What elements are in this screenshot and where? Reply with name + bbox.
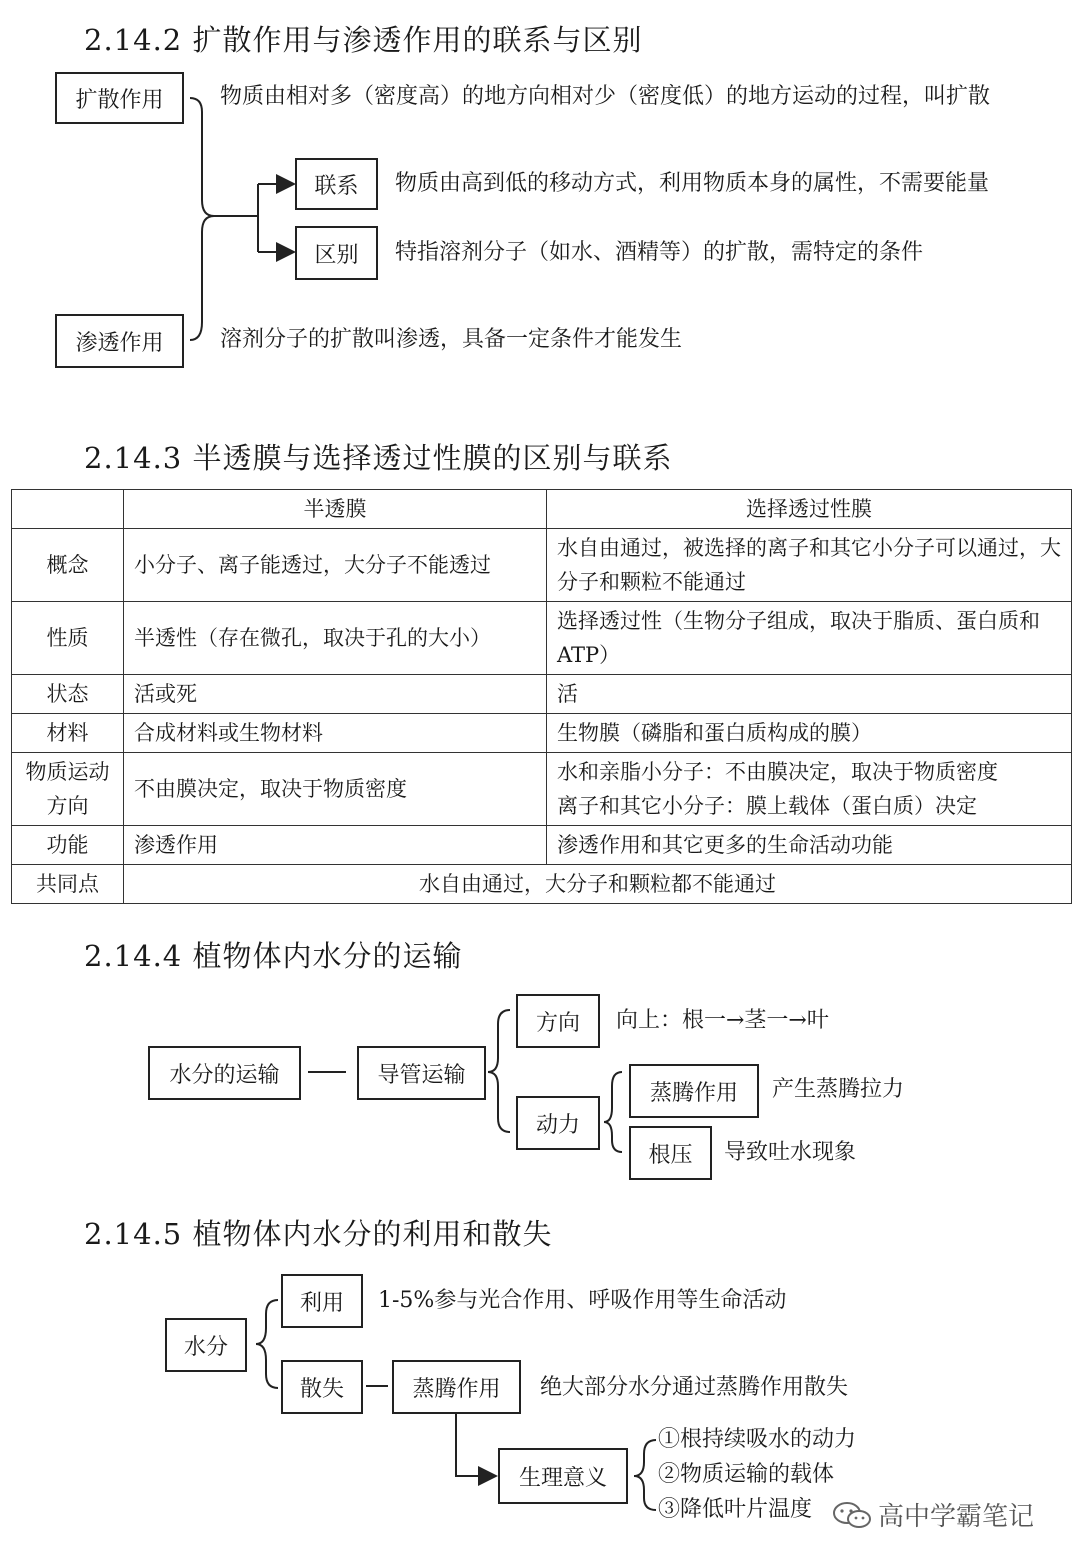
significance-item: ③降低叶片温度 <box>658 1497 813 1522</box>
text-transpiration-loss: 绝大部分水分通过蒸腾作用散失 <box>540 1375 849 1400</box>
text-osmosis: 溶剂分子的扩散叫渗透，具备一定条件才能发生 <box>220 327 683 352</box>
cell-selective: 水自由通过，被选择的离子和其它小分子可以通过，大分子和颗粒不能通过 <box>547 529 1072 602</box>
box-transpiration: 蒸腾作用 <box>629 1064 759 1118</box>
row-label: 共同点 <box>12 865 124 904</box>
comparison-table <box>11 489 1072 904</box>
significance-item: ①根持续吸水的动力 <box>658 1427 857 1452</box>
cell-semipermeable: 渗透作用 <box>124 826 547 865</box>
cell-selective-line: 水和亲脂小分子：不由膜决定，取决于物质密度 <box>557 760 998 784</box>
row-label: 状态 <box>12 675 124 714</box>
box-use: 利用 <box>281 1274 363 1328</box>
text-link: 物质由高到低的移动方式，利用物质本身的属性，不需要能量 <box>395 171 990 196</box>
table-row-common <box>12 865 1072 904</box>
box-transpiration-2: 蒸腾作用 <box>392 1360 521 1414</box>
box-diffusion: 扩散作用 <box>55 72 184 124</box>
box-significance: 生理意义 <box>498 1448 628 1504</box>
row-label: 功能 <box>12 826 124 865</box>
table-row <box>12 753 1072 826</box>
box-root-pressure: 根压 <box>629 1126 712 1180</box>
cell-selective <box>547 753 1072 826</box>
text-difference: 特指溶剂分子（如水、酒精等）的扩散，需特定的条件 <box>395 240 924 265</box>
text-diffusion: 物质由相对多（密度高）的地方向相对少（密度低）的地方运动的过程，叫扩散 <box>220 84 991 109</box>
s3-brace-1 <box>488 1010 510 1132</box>
section-heading-2-14-4: 2.14.4 植物体内水分的运输 <box>84 939 463 973</box>
cell-semipermeable: 不由膜决定，取决于物质密度 <box>124 753 547 826</box>
row-label: 概念 <box>12 529 124 602</box>
section-heading-2-14-3: 2.14.3 半透膜与选择透过性膜的区别与联系 <box>84 441 673 475</box>
box-water-transport: 水分的运输 <box>148 1046 301 1100</box>
s4-brace-2 <box>634 1440 656 1510</box>
table-header-cell: 半透膜 <box>124 490 547 529</box>
table-row <box>12 714 1072 753</box>
cell-semipermeable: 活或死 <box>124 675 547 714</box>
box-osmosis: 渗透作用 <box>55 314 184 368</box>
table-header-row <box>12 490 1072 529</box>
box-vessel-transport: 导管运输 <box>357 1046 486 1100</box>
cell-semipermeable: 小分子、离子能透过，大分子不能透过 <box>124 529 547 602</box>
box-direction: 方向 <box>516 994 600 1048</box>
watermark-text: 高中学霸笔记 <box>878 1502 1035 1532</box>
cell-common: 水自由通过，大分子和颗粒都不能通过 <box>124 865 1072 904</box>
cell-semipermeable: 合成材料或生物材料 <box>124 714 547 753</box>
cell-selective: 渗透作用和其它更多的生命活动功能 <box>547 826 1072 865</box>
table-row <box>12 529 1072 602</box>
section-heading-2-14-2: 2.14.2 扩散作用与渗透作用的联系与区别 <box>84 23 643 57</box>
table-row <box>12 826 1072 865</box>
cell-selective: 生物膜（磷脂和蛋白质构成的膜） <box>547 714 1072 753</box>
row-label: 物质运动方向 <box>12 753 124 826</box>
box-link: 联系 <box>295 158 378 210</box>
significance-item: ②物质运输的载体 <box>658 1462 835 1487</box>
text-direction: 向上：根一→茎一→叶 <box>616 1008 829 1033</box>
s4-brace <box>256 1300 278 1388</box>
cell-selective: 选择透过性（生物分子组成，取决于脂质、蛋白质和 ATP） <box>547 602 1072 675</box>
watermark <box>832 1496 1034 1533</box>
s1-bracket <box>190 98 214 340</box>
box-power: 动力 <box>516 1096 600 1150</box>
cell-selective: 活 <box>547 675 1072 714</box>
box-water: 水分 <box>165 1318 247 1372</box>
cell-selective-line: 离子和其它小分子：膜上载体（蛋白质）决定 <box>557 794 977 818</box>
table-header-cell <box>12 490 124 529</box>
box-loss: 散失 <box>281 1360 363 1414</box>
s3-brace-2 <box>604 1072 622 1152</box>
table-row <box>12 602 1072 675</box>
text-use: 1-5%参与光合作用、呼吸作用等生命活动 <box>378 1288 787 1313</box>
box-difference: 区别 <box>295 226 378 280</box>
table-row <box>12 675 1072 714</box>
table-header-cell: 选择透过性膜 <box>547 490 1072 529</box>
row-label: 材料 <box>12 714 124 753</box>
text-transpiration: 产生蒸腾拉力 <box>772 1077 905 1102</box>
wechat-icon <box>832 1500 872 1530</box>
row-label: 性质 <box>12 602 124 675</box>
text-root-pressure: 导致吐水现象 <box>724 1140 857 1165</box>
cell-semipermeable: 半透性（存在微孔，取决于孔的大小） <box>124 602 547 675</box>
section-heading-2-14-5: 2.14.5 植物体内水分的利用和散失 <box>84 1217 553 1251</box>
